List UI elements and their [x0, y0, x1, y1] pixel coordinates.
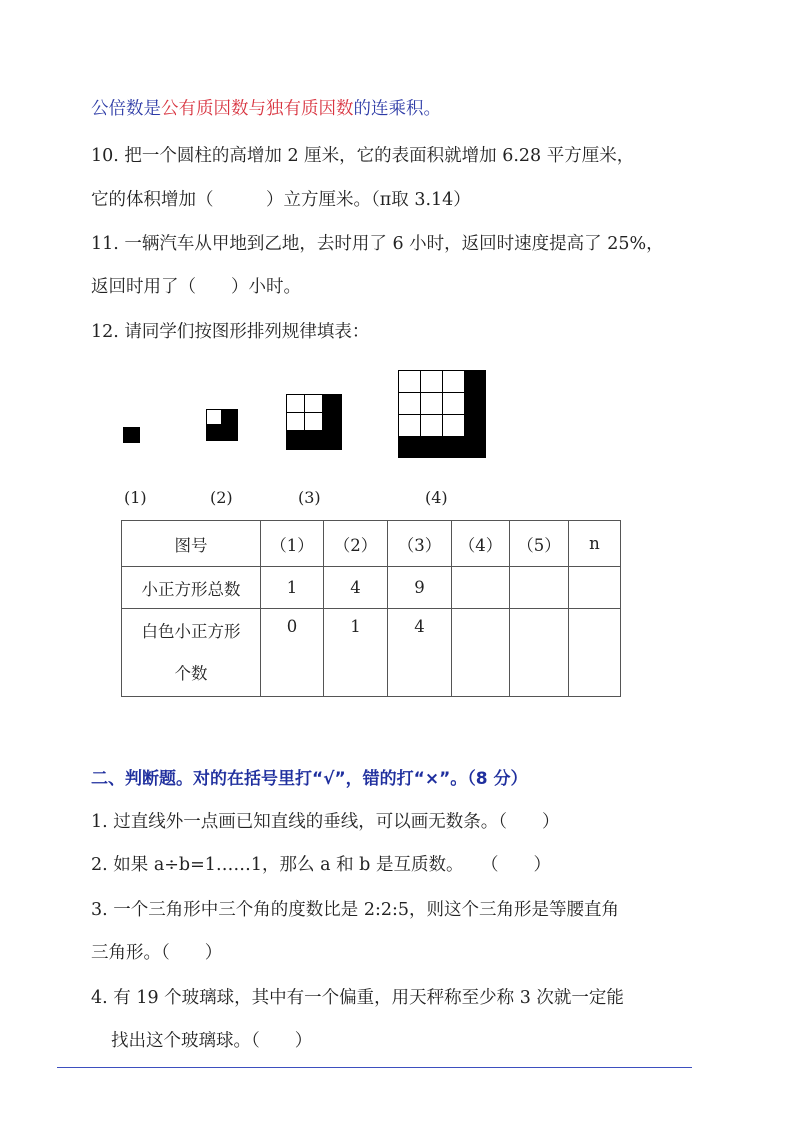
row-label: 小正方形总数 — [122, 567, 261, 609]
q10-line1: 10. 把一个圆柱的高增加 2 厘米，它的表面积就增加 6.28 平方厘米， — [91, 146, 635, 166]
table-cell: 1 — [261, 567, 324, 609]
q11-line1: 11. 一辆汽车从甲地到乙地，去时用了 6 小时，返回时速度提高了 25%， — [91, 234, 664, 254]
table-header-cell: n — [569, 521, 621, 567]
table-header-row — [122, 521, 621, 567]
figure-label-2: (2) — [210, 488, 233, 507]
pattern-table — [121, 520, 621, 697]
table-cell: 9 — [388, 567, 452, 609]
q12-line: 12. 请同学们按图形排列规律填表： — [91, 322, 370, 342]
footer-divider — [57, 1067, 692, 1068]
row-label-line1: 白色小正方形 — [141, 621, 241, 641]
judge-item-3-line1: 3. 一个三角形中三个角的度数比是 2:2:5，则这个三角形是等腰直角 — [91, 900, 620, 920]
figure-label-3: (3) — [298, 488, 321, 507]
table-header-cell: （4） — [452, 521, 510, 567]
table-cell — [569, 567, 621, 609]
intro-line — [91, 95, 441, 120]
table-header-cell: （2） — [324, 521, 388, 567]
table-cell — [510, 567, 569, 609]
table-header-cell: （1） — [261, 521, 324, 567]
q11-line2: 返回时用了（ ）小时。 — [91, 277, 301, 297]
intro-prefix: 公倍数是 — [91, 99, 161, 119]
intro-highlight: 公有质因数与独有质因数 — [161, 99, 354, 119]
row-label — [122, 609, 261, 697]
intro-suffix: 的连乘积。 — [353, 99, 441, 119]
table-cell: 1 — [324, 609, 388, 697]
table-row — [122, 567, 621, 609]
table-cell — [569, 609, 621, 697]
table-header-cell: （5） — [510, 521, 569, 567]
table-cell — [510, 609, 569, 697]
table-row — [122, 609, 621, 697]
table-header-cell: （3） — [388, 521, 452, 567]
judge-item-4-line2: 找出这个玻璃球。（ ） — [111, 1031, 313, 1051]
table-cell: 0 — [261, 609, 324, 697]
figure-label-4: (4) — [425, 488, 448, 507]
table-cell: 4 — [324, 567, 388, 609]
judge-item-2: 2. 如果 a÷b=1……1，那么 a 和 b 是互质数。 （ ） — [91, 855, 551, 875]
row-label-line2: 个数 — [174, 663, 208, 683]
table-header-cell: 图号 — [122, 521, 261, 567]
q10-line2: 它的体积增加（ ）立方厘米。（π取 3.14） — [91, 190, 471, 210]
section2-title: 二、判断题。对的在括号里打“√”，错的打“×”。（8 分） — [91, 769, 528, 789]
judge-item-3-line2: 三角形。（ ） — [91, 943, 223, 963]
figure-label-1: (1) — [124, 488, 147, 507]
table-cell — [452, 609, 510, 697]
table-cell: 4 — [388, 609, 452, 697]
table-cell — [452, 567, 510, 609]
judge-item-1: 1. 过直线外一点画已知直线的垂线，可以画无数条。（ ） — [91, 812, 560, 832]
judge-item-4-line1: 4. 有 19 个玻璃球，其中有一个偏重，用天秤称至少称 3 次就一定能 — [91, 988, 624, 1008]
